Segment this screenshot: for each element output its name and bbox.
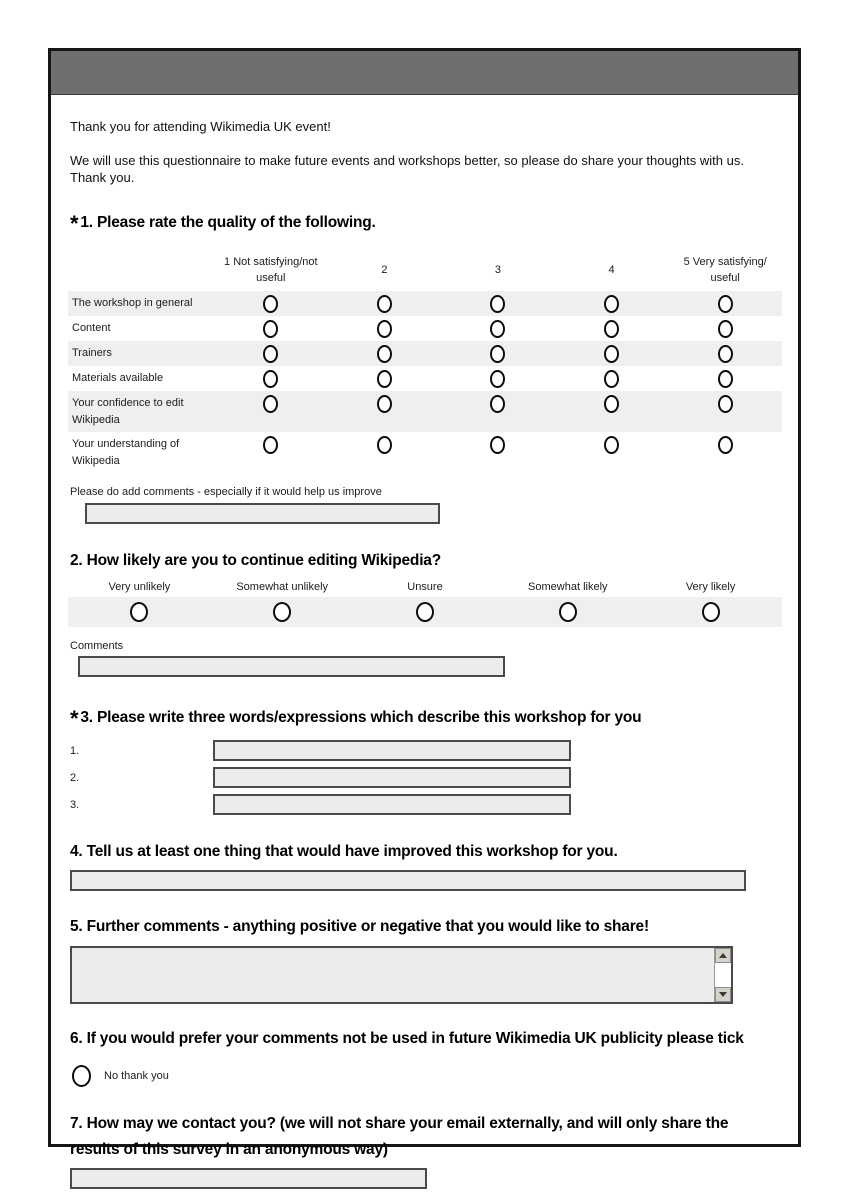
required-asterisk: * [70, 211, 79, 236]
radio-button[interactable] [263, 370, 278, 388]
q3-word-input-3[interactable] [213, 794, 571, 815]
row-label: Your understanding of Wikipedia [72, 438, 180, 467]
matrix-cell [328, 320, 442, 338]
matrix-cell [668, 295, 782, 313]
textarea-scrollbar[interactable] [714, 948, 731, 1002]
likelihood-scale-labels [68, 581, 782, 593]
question-3-section [70, 702, 782, 815]
q5-comments-textarea[interactable] [70, 946, 733, 1004]
radio-button[interactable] [490, 345, 505, 363]
matrix-column-header: 2 [381, 264, 388, 276]
q3-item-label: 3. [70, 798, 80, 811]
matrix-column-header: 5 Very satisfying/ useful [683, 256, 767, 284]
q3-item [70, 740, 782, 761]
radio-button[interactable] [718, 370, 733, 388]
q1-comments-input[interactable] [85, 503, 440, 524]
matrix-cell [214, 320, 328, 338]
radio-button[interactable] [377, 395, 392, 413]
required-asterisk: * [70, 706, 79, 731]
q6-option-label: No thank you [104, 1070, 169, 1082]
q4-improvement-input[interactable] [70, 870, 746, 891]
row-label: Materials available [72, 372, 164, 384]
q2-comments-input[interactable] [78, 656, 505, 677]
matrix-cell [328, 295, 442, 313]
question-1-title [70, 207, 782, 236]
radio-button[interactable] [273, 602, 291, 622]
radio-button[interactable] [718, 345, 733, 363]
radio-button[interactable] [718, 395, 733, 413]
matrix-cell [441, 320, 555, 338]
matrix-cell [214, 295, 328, 313]
scale-option-label: Somewhat likely [528, 581, 608, 593]
question-7-section [70, 1111, 782, 1189]
q3-item-label: 1. [70, 744, 80, 757]
matrix-cell [214, 345, 328, 363]
radio-button[interactable] [559, 602, 577, 622]
matrix-cell [214, 370, 328, 388]
question-2-title: 2. How likely are you to continue editing Wikipedia? [70, 552, 441, 569]
matrix-cell [668, 370, 782, 388]
matrix-cell [555, 320, 669, 338]
radio-button[interactable] [718, 295, 733, 313]
matrix-cell [441, 345, 555, 363]
radio-button[interactable] [604, 320, 619, 338]
matrix-cell [555, 345, 669, 363]
radio-button[interactable] [263, 320, 278, 338]
matrix-row-trainers [68, 341, 782, 366]
scale-option-label: Very unlikely [108, 581, 171, 593]
matrix-row-materials [68, 366, 782, 391]
scale-cell [68, 602, 211, 622]
matrix-column-header: 3 [494, 264, 502, 276]
q7-contact-input[interactable] [70, 1168, 427, 1189]
row-label: The workshop in general [72, 297, 193, 309]
matrix-column-header: 4 [608, 264, 615, 276]
matrix-cell [441, 395, 555, 413]
matrix-cell [441, 436, 555, 454]
radio-button[interactable] [490, 320, 505, 338]
q3-word-input-2[interactable] [213, 767, 571, 788]
radio-button[interactable] [490, 370, 505, 388]
matrix-cell [328, 395, 442, 413]
matrix-cell [214, 395, 328, 413]
radio-button[interactable] [490, 295, 505, 313]
likelihood-scale-band [68, 597, 782, 627]
matrix-cell [555, 436, 669, 454]
scale-cell [496, 602, 639, 622]
q3-item-label: 2. [70, 771, 80, 784]
rating-matrix [68, 254, 782, 473]
radio-button[interactable] [377, 436, 392, 454]
scale-option-label: Somewhat unlikely [236, 581, 329, 593]
radio-button[interactable] [263, 436, 278, 454]
matrix-cell [668, 395, 782, 413]
matrix-cell [328, 436, 442, 454]
scroll-up-icon [719, 953, 727, 958]
question-1-title-text: 1. Please rate the quality of the following. [80, 214, 376, 231]
radio-button[interactable] [604, 370, 619, 388]
row-label: Your confidence to edit Wikipedia [72, 397, 184, 426]
radio-button[interactable] [263, 395, 278, 413]
question-3-title-text: 3. Please write three words/expressions which describe this workshop for you [80, 709, 642, 726]
radio-button[interactable] [377, 320, 392, 338]
radio-button[interactable] [377, 345, 392, 363]
q6-option-row [72, 1065, 782, 1087]
scale-cell [211, 602, 354, 622]
q3-item [70, 794, 782, 815]
matrix-cell [668, 320, 782, 338]
radio-button[interactable] [416, 602, 434, 622]
q2-comments-label: Comments [70, 640, 124, 652]
question-7-title: 7. How may we contact you? (we will not share your email externally, and will only share the results of this survey in an anonymous way) [70, 1115, 729, 1158]
matrix-cell [555, 295, 669, 313]
radio-button[interactable] [604, 436, 619, 454]
radio-button[interactable] [263, 295, 278, 313]
scroll-down-button[interactable] [715, 987, 731, 1002]
radio-button[interactable] [702, 602, 720, 622]
matrix-cell [441, 295, 555, 313]
matrix-cell [555, 395, 669, 413]
question-6-section [70, 1026, 782, 1087]
radio-button[interactable] [718, 320, 733, 338]
matrix-cell [668, 345, 782, 363]
question-4-title: 4. Tell us at least one thing that would have improved this workshop for you. [70, 843, 618, 860]
scale-cell [639, 602, 782, 622]
matrix-row-content [68, 316, 782, 341]
matrix-column-header: 1 Not satisfying/not useful [224, 256, 318, 284]
question-5-section [70, 914, 782, 1004]
radio-button[interactable] [604, 395, 619, 413]
radio-button[interactable] [130, 602, 148, 622]
radio-button[interactable] [604, 345, 619, 363]
radio-button[interactable] [490, 436, 505, 454]
question-4-section [70, 839, 782, 891]
row-label: Trainers [72, 347, 112, 359]
scale-option-label: Unsure [407, 581, 443, 593]
matrix-cell [328, 345, 442, 363]
form-header-bar [51, 51, 798, 95]
scale-option-label: Very likely [685, 581, 736, 593]
radio-button[interactable] [72, 1065, 91, 1087]
question-3-title [70, 702, 782, 731]
row-label: Content [72, 322, 111, 334]
matrix-row-confidence [68, 391, 782, 432]
radio-button[interactable] [490, 395, 505, 413]
question-6-title: 6. If you would prefer your comments not be used in future Wikimedia UK publicity please tick [70, 1030, 744, 1047]
scroll-down-icon [719, 992, 727, 997]
question-5-title: 5. Further comments - anything positive or negative that you would like to share! [70, 918, 649, 935]
matrix-row-workshop [68, 291, 782, 316]
matrix-cell [555, 370, 669, 388]
question-2-section [70, 548, 782, 677]
radio-button[interactable] [604, 295, 619, 313]
scroll-up-button[interactable] [715, 948, 731, 963]
radio-button[interactable] [718, 436, 733, 454]
radio-button[interactable] [377, 370, 392, 388]
intro-paragraph: We will use this questionnaire to make future events and workshops better, so please do share your thoughts with us. Thank you. [70, 153, 744, 185]
matrix-cell [441, 370, 555, 388]
radio-button[interactable] [263, 345, 278, 363]
form-content [51, 118, 798, 1189]
matrix-row-understanding [68, 432, 782, 473]
q3-item [70, 767, 782, 788]
matrix-header-row [68, 254, 782, 291]
q3-word-input-1[interactable] [213, 740, 571, 761]
intro-greeting: Thank you for attending Wikimedia UK event! [70, 119, 331, 134]
radio-button[interactable] [377, 295, 392, 313]
matrix-cell [668, 436, 782, 454]
matrix-cell [328, 370, 442, 388]
q1-comments-label: Please do add comments - especially if it would help us improve [70, 486, 382, 498]
question-1-section [70, 207, 782, 524]
matrix-cell [214, 436, 328, 454]
form-page [48, 48, 801, 1158]
q3-items [70, 740, 782, 815]
scale-cell [354, 602, 497, 622]
